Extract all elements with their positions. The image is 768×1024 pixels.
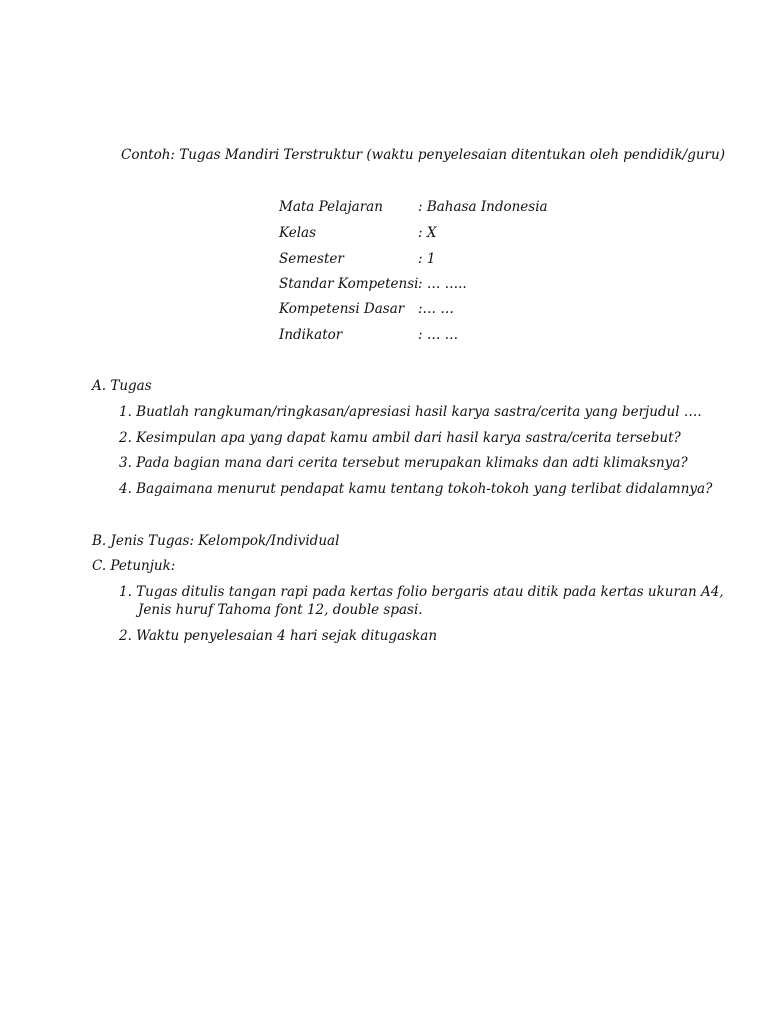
section-a-heading: A. Tugas: [92, 378, 152, 394]
meta-label-standar-kompetensi: Standar Kompetensi: [279, 276, 419, 292]
meta-label-kompetensi-dasar: Kompetensi Dasar: [279, 301, 405, 317]
meta-value-mata-pelajaran: : Bahasa Indonesia: [418, 199, 548, 215]
section-a-item-2: 2. Kesimpulan apa yang dapat kamu ambil dari hasil karya sastra/cerita tersebut?: [119, 430, 681, 446]
meta-label-indikator: Indikator: [279, 327, 343, 343]
meta-value-kelas: : X: [418, 225, 437, 241]
section-b-heading: B. Jenis Tugas: Kelompok/Individual: [92, 533, 340, 549]
meta-label-kelas: Kelas: [279, 225, 317, 241]
section-a-item-1: 1. Buatlah rangkuman/ringkasan/apresiasi hasil karya sastra/cerita yang berjudul ….: [119, 404, 702, 420]
document-title: Contoh: Tugas Mandiri Terstruktur (waktu penyelesaian ditentukan oleh pendidik/guru): [121, 147, 725, 163]
meta-label-semester: Semester: [279, 251, 344, 267]
section-c-item-2: 2. Waktu penyelesaian 4 hari sejak ditugaskan: [119, 628, 438, 644]
section-a-item-4: 4. Bagaimana menurut pendapat kamu tentang tokoh-tokoh yang terlibat didalamnya?: [119, 481, 713, 497]
meta-value-semester: : 1: [418, 251, 436, 267]
section-c-item-1-line-1: 1. Tugas ditulis tangan rapi pada kertas folio bergaris atau ditik pada kertas ukuran A4,: [119, 584, 724, 600]
meta-value-indikator: : … …: [418, 327, 459, 343]
section-a-item-3: 3. Pada bagian mana dari cerita tersebut merupakan klimaks dan adti klimaksnya?: [119, 455, 688, 471]
meta-value-standar-kompetensi: : … …..: [418, 276, 467, 292]
meta-value-kompetensi-dasar: :… …: [418, 301, 454, 317]
section-c-heading: C. Petunjuk:: [92, 558, 176, 574]
section-c-item-1-line-2: Jenis huruf Tahoma font 12, double spasi.: [138, 602, 423, 618]
meta-label-mata-pelajaran: Mata Pelajaran: [279, 199, 383, 215]
